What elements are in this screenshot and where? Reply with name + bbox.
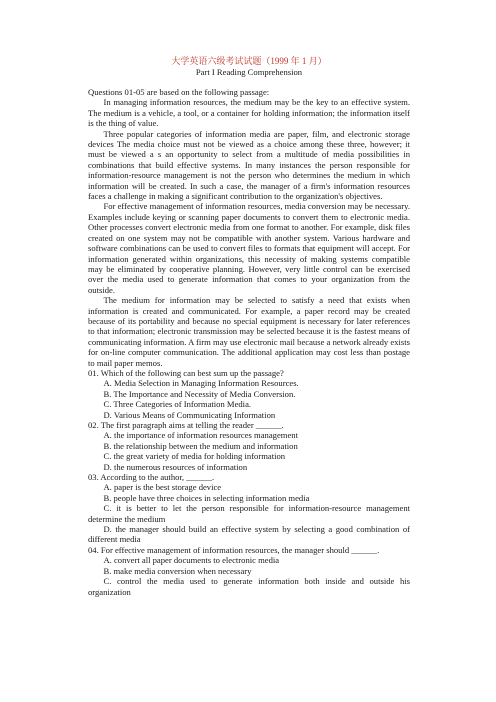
question-stem: 03. According to the author, ______.: [88, 472, 215, 483]
section-heading: Part I Reading Comprehension: [195, 67, 303, 77]
question-stem: 04. For effective management of information resources, the manager should ______.: [88, 544, 380, 555]
passage-paragraph-4: The medium for information may be selected to satisfy a need that exists when information is created and communicated. For example, a paper record may be created because of its portability and because no special equipment is necessary for later references to that information; electronic transmission may be selected because it is the fastest means of communicating information. A firm may use electronic mail because a network already exists for on-line computer communication. The additional application may cost less than postage to mail paper memos.: [88, 295, 410, 368]
question-stem: 02. The first paragraph aims at telling the reader ______.: [88, 420, 284, 430]
exam-title: 大学英语六级考试试题（1999 年 1 月）: [171, 56, 327, 66]
question-option: B. The Importance and Necessity of Media Conversion.: [103, 388, 296, 399]
question-option: C. the great variety of media for holding information: [103, 451, 286, 462]
question-1: [88, 368, 410, 420]
question-option: D. the manager should build an effective system by selecting a good combination of different media: [88, 524, 410, 545]
question-option: C. it is better to let the person responsible for information-resource management determine the medium: [88, 503, 410, 524]
question-option: B. people have three choices in selecting information media: [103, 492, 310, 503]
question-option: A. convert all paper documents to electronic media: [103, 555, 280, 566]
question-stem: 01. Which of the following can best sum up the passage?: [88, 367, 284, 378]
question-4: [88, 545, 410, 597]
question-option: D. the numerous resources of information: [103, 461, 248, 472]
document-page: [88, 56, 410, 597]
passage-paragraph-2: Three popular categories of information media are paper, film, and electronic storage devices The media choice must not be viewed as a choice among these three, however; it must be viewed a s an opportunity to select from a multitude of media possibilities in combinations that build effective systems. In many instances the person responsible for information-resource management is not the person who determines the medium in which information will be created. In such a case, the manager of a firm's information resources faces a challenge in making a significant contribution to the organization's objectives.: [88, 128, 410, 202]
passage-paragraph-3: For effective management of information resources, media conversion may be necessary. Examples include keying or scanning paper documents to convert them to electronic media. Other processes convert electronic media from one format to another. For example, disk files created on one system may not be compatible with another system. Various hardware and software combinations can be used to convert files to formats that equipment will accept. For information generated within organizations, this necessity of making systems compatible may be eliminated by cooperative planning. However, very little control can be exercised over the media used to generate information that comes to your organization from the outside.: [88, 201, 410, 295]
question-option: A. the importance of information resources management: [103, 430, 298, 441]
question-3: [88, 472, 410, 545]
question-option: A. paper is the best storage device: [103, 482, 222, 493]
question-option: D. Various Means of Communicating Information: [103, 409, 276, 420]
questions-intro: Questions 01-05 are based on the following passage:: [88, 87, 270, 97]
question-option: C. Three Categories of Information Media.: [103, 399, 252, 410]
question-2: [88, 420, 410, 472]
question-option: B. make media conversion when necessary: [103, 565, 252, 576]
question-option: C. control the media used to generate information both inside and outside his organization: [88, 576, 410, 597]
passage-paragraph-1: In managing information resources, the medium may be the key to an effective system. The medium is a vehicle, a tool, or a container for holding information; the information itself is the thing of value.: [88, 97, 410, 129]
question-option: A. Media Selection in Managing Information Resources.: [103, 378, 299, 389]
question-option: B. the relationship between the medium and information: [103, 440, 298, 451]
